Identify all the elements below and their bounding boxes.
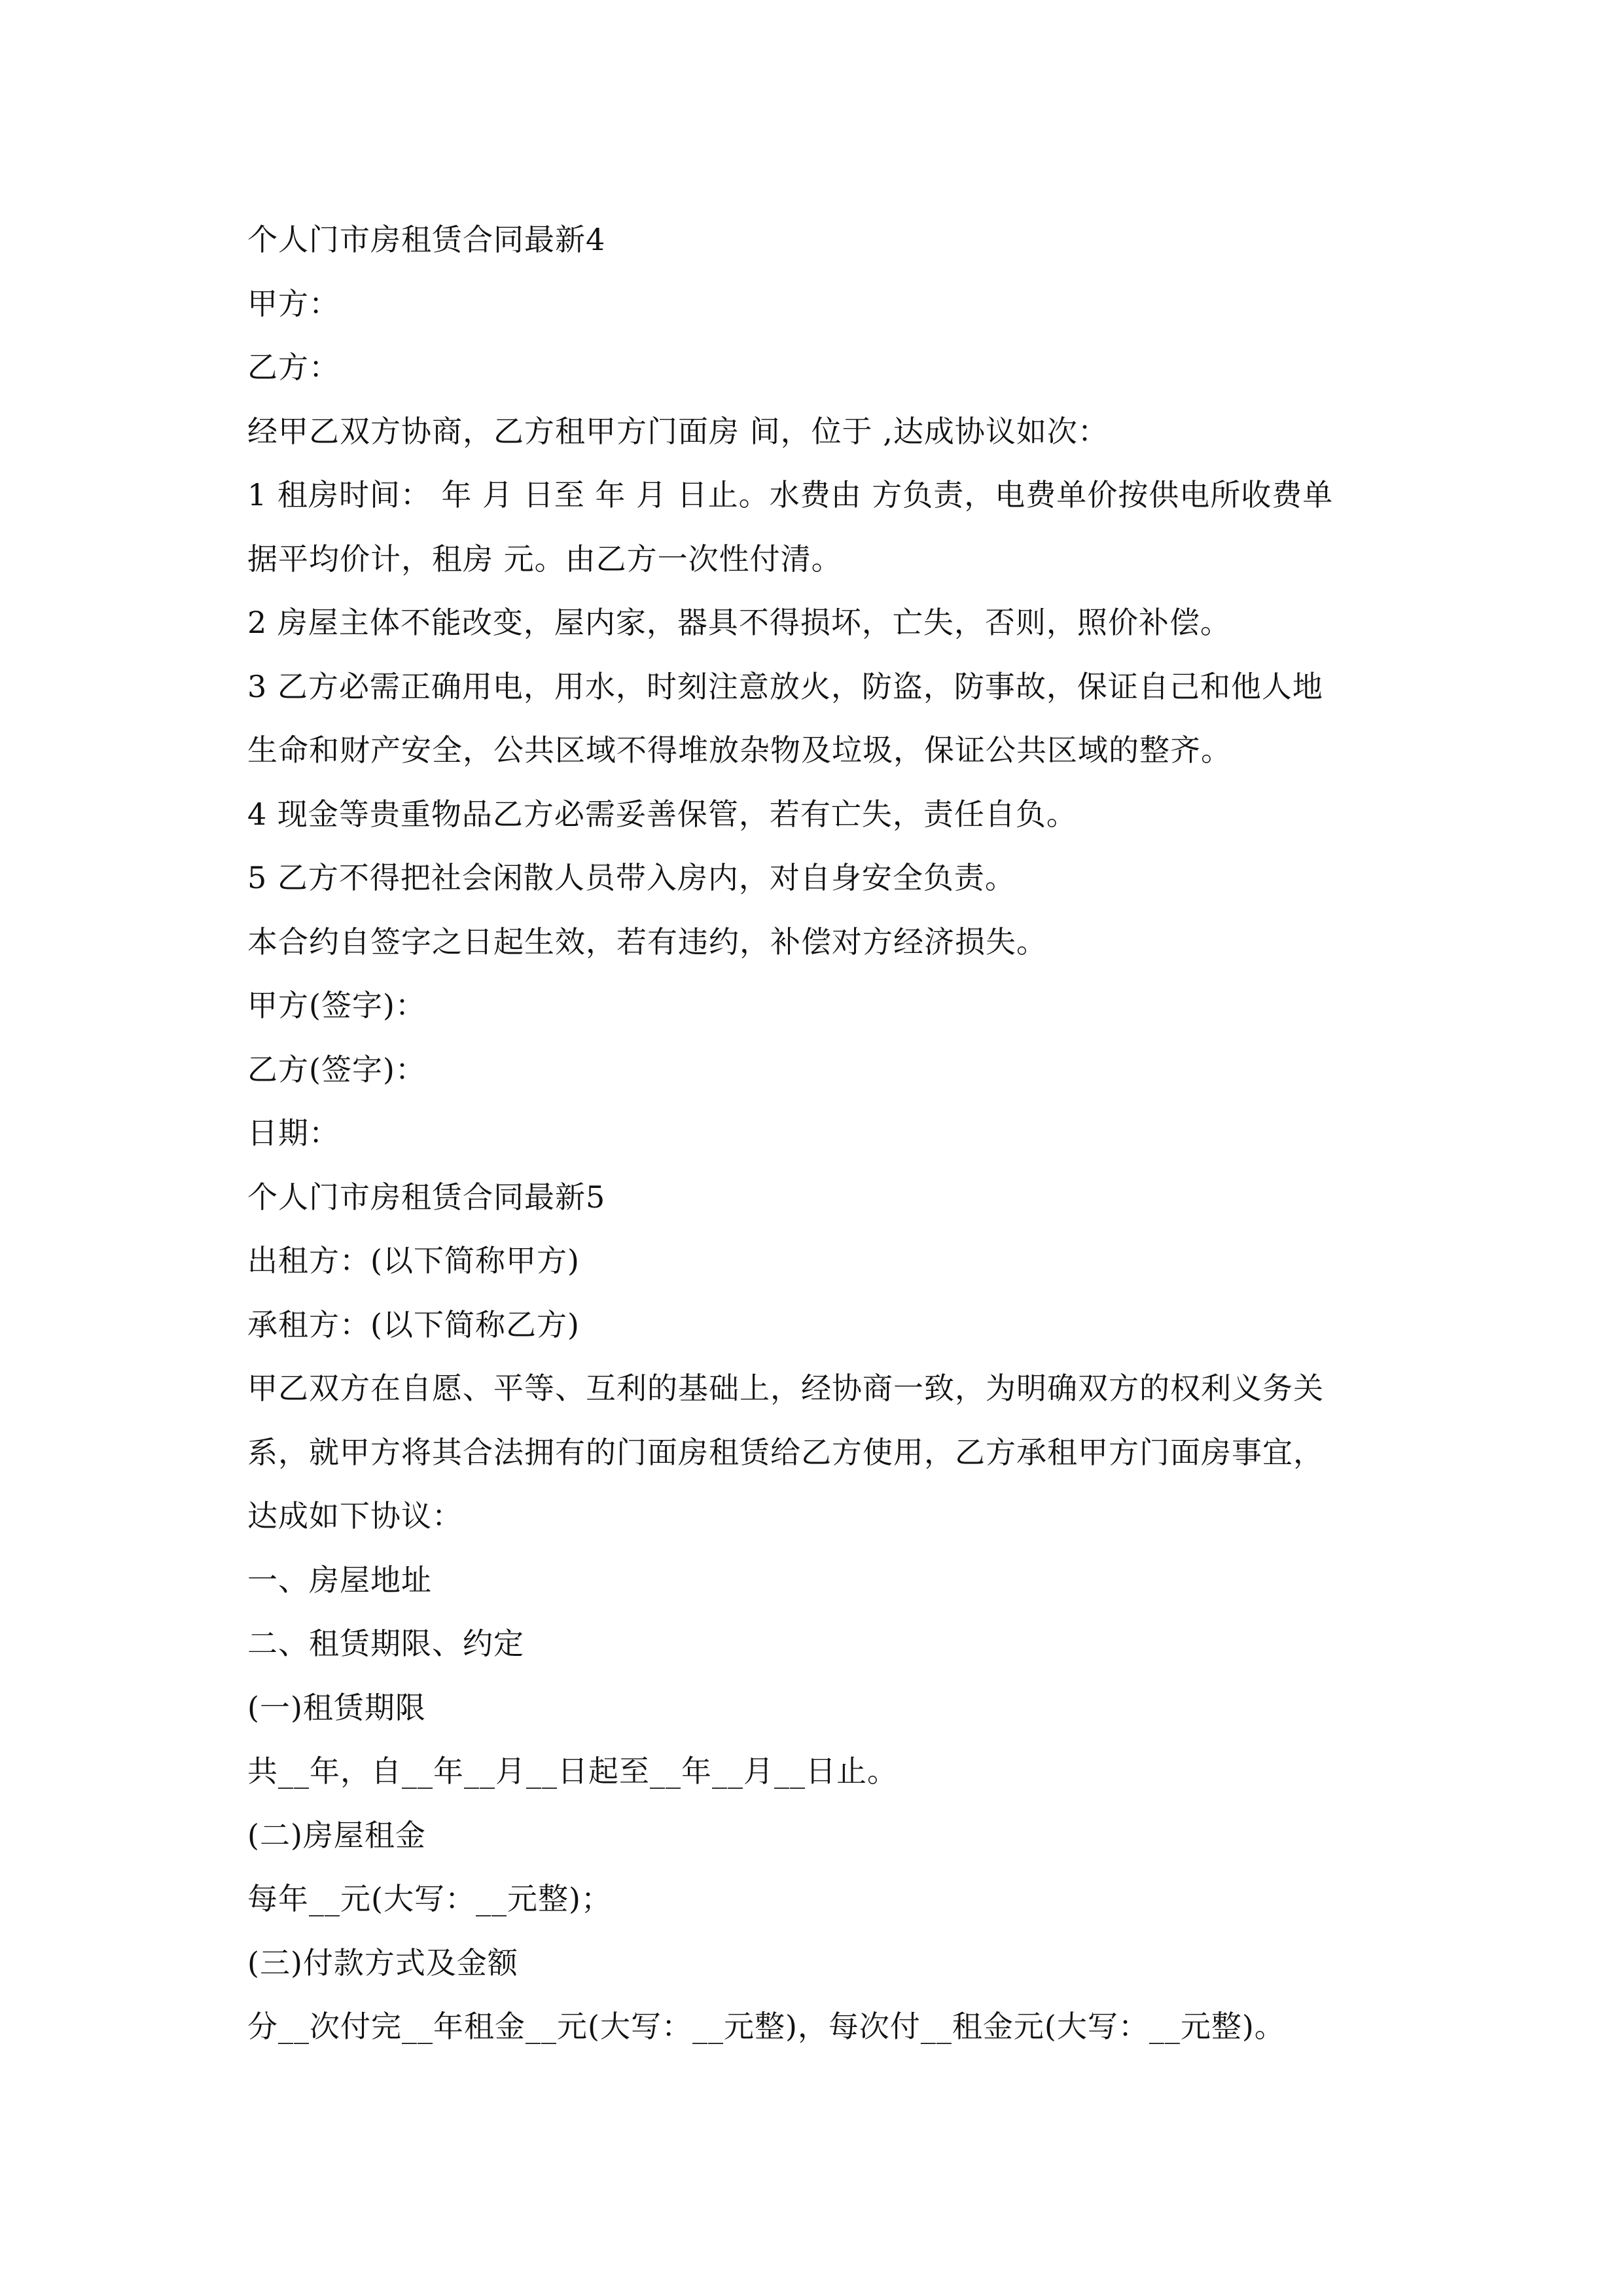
section-title-4: 个人门市房租赁合同最新4 bbox=[247, 222, 606, 257]
lessee-label: 承租方：(以下简称乙方) bbox=[247, 1306, 580, 1342]
clause-3-line-1: 3 乙方必需正确用电，用水，时刻注意放火，防盗，防事故，保证自己和他人地 bbox=[247, 668, 1323, 704]
subheading-payment: (三)付款方式及金额 bbox=[247, 1945, 518, 1981]
party-b-signature: 乙方(签字)： bbox=[247, 1051, 426, 1087]
party-a-label: 甲方： bbox=[247, 285, 340, 321]
lessor-label: 出租方：(以下简称甲方) bbox=[247, 1243, 580, 1278]
clause-1-line-1: 1 租房时间： 年 月 日至 年 月 日止。水费由 方负责，电费单价按供电所收费单 bbox=[247, 477, 1334, 512]
heading-address: 一、房屋地址 bbox=[247, 1562, 432, 1598]
party-a-signature: 甲方(签字)： bbox=[247, 988, 426, 1023]
rent-text: 每年__元(大写：__元整)； bbox=[247, 1881, 612, 1916]
clause-5: 5 乙方不得把社会闲散人员带入房内，对自身安全负责。 bbox=[247, 860, 1016, 895]
clause-4: 4 现金等贵重物品乙方必需妥善保管，若有亡失，责任自负。 bbox=[247, 796, 1077, 832]
subheading-lease-term: (一)租赁期限 bbox=[247, 1689, 426, 1725]
subheading-rent: (二)房屋租金 bbox=[247, 1817, 426, 1853]
document-body bbox=[247, 208, 1412, 2059]
clause-2: 2 房屋主体不能改变，屋内家，器具不得损坏，亡失，否则，照价补偿。 bbox=[247, 605, 1231, 640]
section-title-5: 个人门市房租赁合同最新5 bbox=[247, 1179, 606, 1215]
lease-term-text: 共__年，自__年__月__日起至__年__月__日止。 bbox=[247, 1753, 898, 1789]
clause-1-line-2: 据平均价计，租房 元。由乙方一次性付清。 bbox=[247, 541, 842, 577]
payment-text: 分__次付完__年租金__元(大写：__元整)，每次付__租金元(大写：__元整)。 bbox=[247, 2009, 1285, 2044]
clause-3-line-2: 生命和财产安全，公共区域不得堆放杂物及垃圾，保证公共区域的整齐。 bbox=[247, 732, 1232, 768]
party-b-label: 乙方： bbox=[247, 350, 340, 385]
heading-term: 二、租赁期限、约定 bbox=[247, 1626, 524, 1661]
date-label: 日期： bbox=[247, 1115, 340, 1151]
preamble-line-3: 达成如下协议： bbox=[247, 1498, 463, 1534]
preamble-line-2: 系，就甲方将其合法拥有的门面房租赁给乙方使用，乙方承租甲方门面房事宜， bbox=[247, 1434, 1324, 1470]
effective-clause: 本合约自签字之日起生效，若有违约，补偿对方经济损失。 bbox=[247, 924, 1047, 960]
preamble-line-1: 甲乙双方在自愿、平等、互利的基础上，经协商一致，为明确双方的权利义务关 bbox=[247, 1371, 1324, 1406]
agreement-intro: 经甲乙双方协商，乙方租甲方门面房 间，位于 ,达成协议如次： bbox=[247, 413, 1109, 449]
